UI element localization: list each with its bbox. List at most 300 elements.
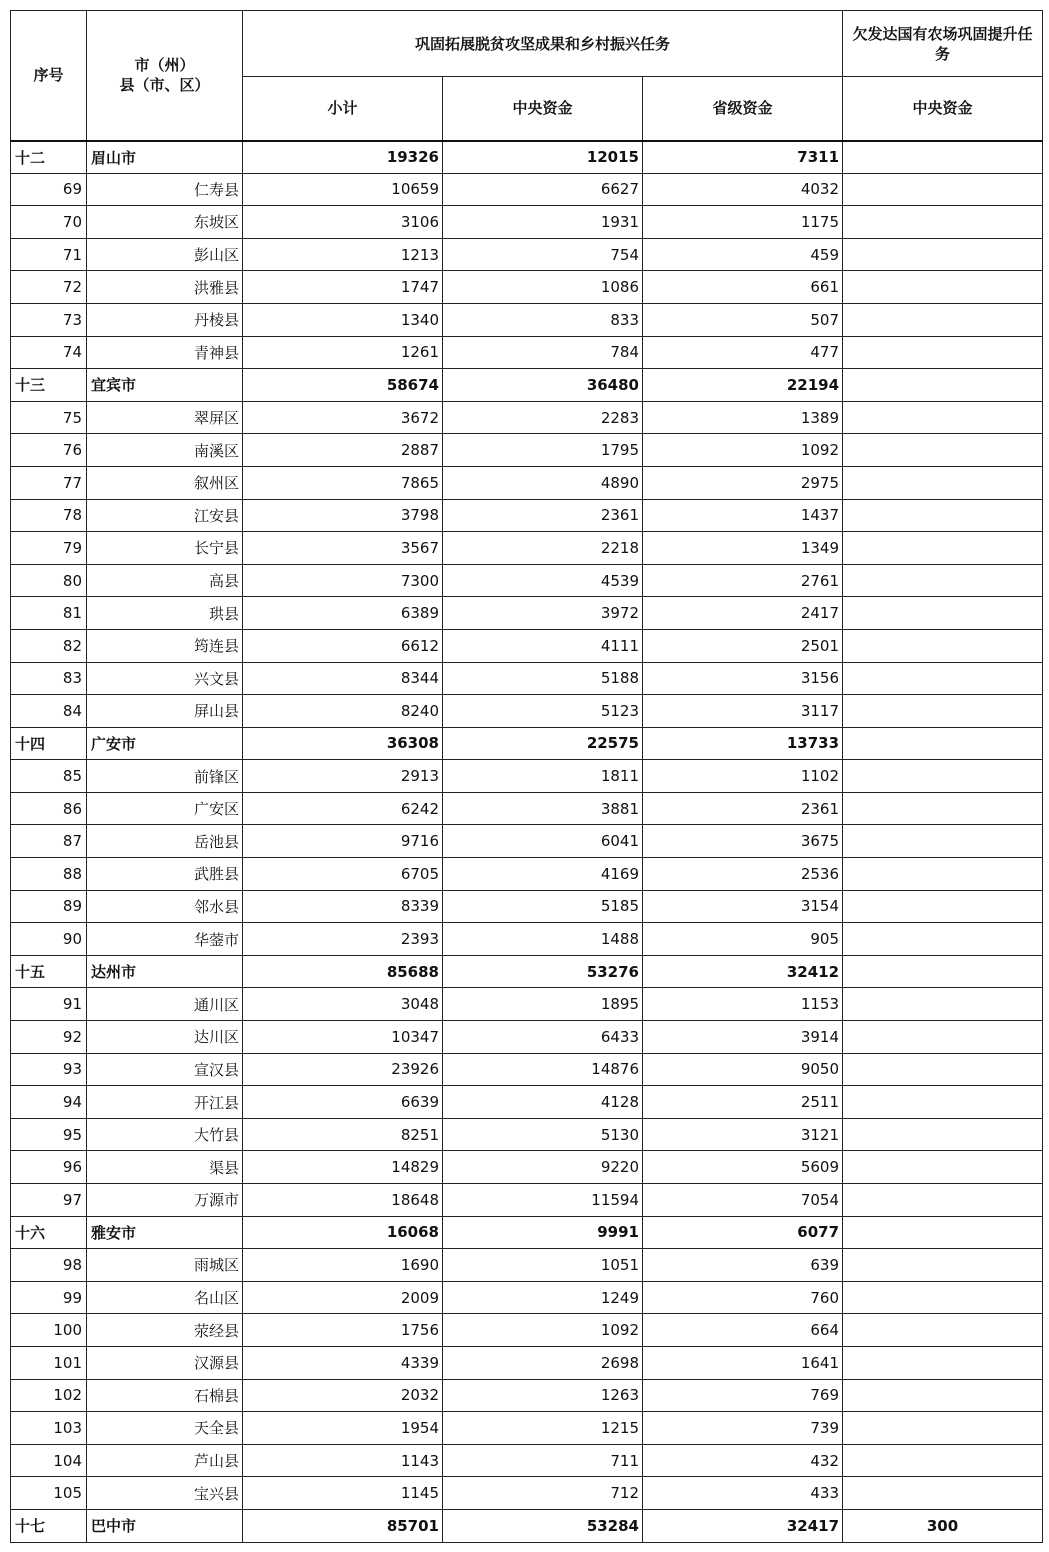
row-central-funds-cell: 12015 [443, 141, 643, 174]
row-provincial-funds-cell: 760 [643, 1281, 843, 1314]
row-subtotal-cell: 58674 [243, 369, 443, 402]
row-subtotal-cell: 1747 [243, 271, 443, 304]
row-subtotal-cell: 19326 [243, 141, 443, 174]
row-region-name-cell: 眉山市 [87, 141, 243, 174]
row-central-funds-cell: 4890 [443, 466, 643, 499]
row-region-name-cell: 天全县 [87, 1412, 243, 1445]
row-region-name-cell: 宜宾市 [87, 369, 243, 402]
row-farm-central-funds-cell [843, 466, 1043, 499]
row-region-name-cell: 兴文县 [87, 662, 243, 695]
row-seq-cell: 103 [11, 1412, 87, 1445]
table-row [11, 695, 1043, 728]
header-group-state-farm: 欠发达国有农场巩固提升任务 [843, 11, 1043, 77]
row-region-name-cell: 东坡区 [87, 206, 243, 239]
header-subtotal: 小计 [243, 77, 443, 141]
row-provincial-funds-cell: 1389 [643, 401, 843, 434]
row-region-name-cell: 前锋区 [87, 760, 243, 793]
row-provincial-funds-cell: 3914 [643, 1021, 843, 1054]
row-region-name-cell: 华蓥市 [87, 923, 243, 956]
row-central-funds-cell: 53276 [443, 955, 643, 988]
row-region-name-cell: 达州市 [87, 955, 243, 988]
row-central-funds-cell: 1795 [443, 434, 643, 467]
row-central-funds-cell: 1263 [443, 1379, 643, 1412]
row-farm-central-funds-cell [843, 173, 1043, 206]
table-row [11, 1444, 1043, 1477]
table-row [11, 629, 1043, 662]
row-region-name-cell: 洪雅县 [87, 271, 243, 304]
row-seq-cell: 91 [11, 988, 87, 1021]
row-seq-cell: 104 [11, 1444, 87, 1477]
row-provincial-funds-cell: 769 [643, 1379, 843, 1412]
row-seq-cell: 73 [11, 303, 87, 336]
table-row [11, 173, 1043, 206]
header-farm-central-funds: 中央资金 [843, 77, 1043, 141]
row-central-funds-cell: 1092 [443, 1314, 643, 1347]
row-seq-cell: 72 [11, 271, 87, 304]
row-provincial-funds-cell: 2761 [643, 564, 843, 597]
row-farm-central-funds-cell: 300 [843, 1509, 1043, 1542]
row-subtotal-cell: 1143 [243, 1444, 443, 1477]
row-region-name-cell: 芦山县 [87, 1444, 243, 1477]
row-region-name-cell: 大竹县 [87, 1118, 243, 1151]
row-seq-cell: 98 [11, 1249, 87, 1282]
row-seq-cell: 96 [11, 1151, 87, 1184]
row-subtotal-cell: 85688 [243, 955, 443, 988]
row-farm-central-funds-cell [843, 988, 1043, 1021]
row-subtotal-cell: 2393 [243, 923, 443, 956]
row-provincial-funds-cell: 7054 [643, 1184, 843, 1217]
table-row [11, 1021, 1043, 1054]
row-region-name-cell: 江安县 [87, 499, 243, 532]
table-row [11, 564, 1043, 597]
row-subtotal-cell: 3798 [243, 499, 443, 532]
table-row [11, 1086, 1043, 1119]
table-row [11, 792, 1043, 825]
row-region-name-cell: 巴中市 [87, 1509, 243, 1542]
table-row-city [11, 1216, 1043, 1249]
row-region-name-cell: 武胜县 [87, 858, 243, 891]
row-seq-cell: 十三 [11, 369, 87, 402]
row-farm-central-funds-cell [843, 1346, 1043, 1379]
row-seq-cell: 94 [11, 1086, 87, 1119]
table-row [11, 1249, 1043, 1282]
row-region-name-cell: 翠屏区 [87, 401, 243, 434]
row-provincial-funds-cell: 3675 [643, 825, 843, 858]
row-provincial-funds-cell: 477 [643, 336, 843, 369]
header-region-line1: 市（州） [134, 56, 195, 75]
table-row-city [11, 727, 1043, 760]
row-central-funds-cell: 711 [443, 1444, 643, 1477]
row-provincial-funds-cell: 6077 [643, 1216, 843, 1249]
row-provincial-funds-cell: 4032 [643, 173, 843, 206]
row-seq-cell: 93 [11, 1053, 87, 1086]
row-provincial-funds-cell: 9050 [643, 1053, 843, 1086]
row-central-funds-cell: 2698 [443, 1346, 643, 1379]
row-central-funds-cell: 1215 [443, 1412, 643, 1445]
row-region-name-cell: 渠县 [87, 1151, 243, 1184]
table-row [11, 238, 1043, 271]
table-row [11, 1281, 1043, 1314]
row-region-name-cell: 荥经县 [87, 1314, 243, 1347]
row-subtotal-cell: 1690 [243, 1249, 443, 1282]
row-region-name-cell: 广安区 [87, 792, 243, 825]
row-subtotal-cell: 6639 [243, 1086, 443, 1119]
header-seq: 序号 [11, 11, 87, 141]
row-farm-central-funds-cell [843, 1151, 1043, 1184]
row-provincial-funds-cell: 739 [643, 1412, 843, 1445]
row-seq-cell: 101 [11, 1346, 87, 1379]
row-provincial-funds-cell: 661 [643, 271, 843, 304]
row-seq-cell: 74 [11, 336, 87, 369]
table-row-city [11, 141, 1043, 174]
row-central-funds-cell: 5130 [443, 1118, 643, 1151]
row-provincial-funds-cell: 432 [643, 1444, 843, 1477]
row-provincial-funds-cell: 2511 [643, 1086, 843, 1119]
row-farm-central-funds-cell [843, 206, 1043, 239]
row-subtotal-cell: 2887 [243, 434, 443, 467]
row-seq-cell: 69 [11, 173, 87, 206]
row-central-funds-cell: 4128 [443, 1086, 643, 1119]
row-seq-cell: 78 [11, 499, 87, 532]
table-row [11, 434, 1043, 467]
row-farm-central-funds-cell [843, 629, 1043, 662]
row-subtotal-cell: 6389 [243, 597, 443, 630]
row-farm-central-funds-cell [843, 1021, 1043, 1054]
row-central-funds-cell: 784 [443, 336, 643, 369]
row-seq-cell: 80 [11, 564, 87, 597]
row-provincial-funds-cell: 2501 [643, 629, 843, 662]
row-provincial-funds-cell: 1437 [643, 499, 843, 532]
row-subtotal-cell: 1261 [243, 336, 443, 369]
table-row [11, 499, 1043, 532]
row-central-funds-cell: 3972 [443, 597, 643, 630]
row-subtotal-cell: 3672 [243, 401, 443, 434]
row-central-funds-cell: 1086 [443, 271, 643, 304]
table-row [11, 271, 1043, 304]
row-subtotal-cell: 1145 [243, 1477, 443, 1510]
header-group-poverty-revitalization: 巩固拓展脱贫攻坚成果和乡村振兴任务 [243, 11, 843, 77]
row-seq-cell: 86 [11, 792, 87, 825]
row-provincial-funds-cell: 2417 [643, 597, 843, 630]
row-seq-cell: 97 [11, 1184, 87, 1217]
row-central-funds-cell: 6433 [443, 1021, 643, 1054]
row-central-funds-cell: 9220 [443, 1151, 643, 1184]
table-row [11, 401, 1043, 434]
row-farm-central-funds-cell [843, 1477, 1043, 1510]
row-seq-cell: 76 [11, 434, 87, 467]
row-region-name-cell: 屏山县 [87, 695, 243, 728]
table-row [11, 336, 1043, 369]
row-provincial-funds-cell: 2361 [643, 792, 843, 825]
row-subtotal-cell: 7865 [243, 466, 443, 499]
table-row-city [11, 955, 1043, 988]
row-seq-cell: 77 [11, 466, 87, 499]
row-central-funds-cell: 36480 [443, 369, 643, 402]
row-central-funds-cell: 14876 [443, 1053, 643, 1086]
row-provincial-funds-cell: 3121 [643, 1118, 843, 1151]
row-central-funds-cell: 22575 [443, 727, 643, 760]
row-provincial-funds-cell: 433 [643, 1477, 843, 1510]
table-row [11, 1379, 1043, 1412]
row-farm-central-funds-cell [843, 1444, 1043, 1477]
table-row [11, 1477, 1043, 1510]
row-region-name-cell: 丹棱县 [87, 303, 243, 336]
table-row [11, 890, 1043, 923]
header-central-funds: 中央资金 [443, 77, 643, 141]
row-farm-central-funds-cell [843, 336, 1043, 369]
row-region-name-cell: 长宁县 [87, 532, 243, 565]
row-seq-cell: 87 [11, 825, 87, 858]
row-subtotal-cell: 3048 [243, 988, 443, 1021]
row-region-name-cell: 南溪区 [87, 434, 243, 467]
row-provincial-funds-cell: 32417 [643, 1509, 843, 1542]
row-farm-central-funds-cell [843, 434, 1043, 467]
row-farm-central-funds-cell [843, 792, 1043, 825]
row-farm-central-funds-cell [843, 1053, 1043, 1086]
row-provincial-funds-cell: 459 [643, 238, 843, 271]
row-provincial-funds-cell: 905 [643, 923, 843, 956]
row-central-funds-cell: 1931 [443, 206, 643, 239]
row-subtotal-cell: 2009 [243, 1281, 443, 1314]
row-farm-central-funds-cell [843, 1249, 1043, 1282]
row-central-funds-cell: 4539 [443, 564, 643, 597]
row-seq-cell: 84 [11, 695, 87, 728]
row-subtotal-cell: 6612 [243, 629, 443, 662]
row-central-funds-cell: 5123 [443, 695, 643, 728]
row-seq-cell: 83 [11, 662, 87, 695]
row-farm-central-funds-cell [843, 662, 1043, 695]
row-seq-cell: 88 [11, 858, 87, 891]
row-seq-cell: 100 [11, 1314, 87, 1347]
row-provincial-funds-cell: 7311 [643, 141, 843, 174]
table-row [11, 206, 1043, 239]
table-row [11, 466, 1043, 499]
row-provincial-funds-cell: 639 [643, 1249, 843, 1282]
table-row [11, 858, 1043, 891]
row-seq-cell: 十四 [11, 727, 87, 760]
row-central-funds-cell: 1051 [443, 1249, 643, 1282]
row-central-funds-cell: 1895 [443, 988, 643, 1021]
row-subtotal-cell: 8344 [243, 662, 443, 695]
row-provincial-funds-cell: 13733 [643, 727, 843, 760]
row-central-funds-cell: 1811 [443, 760, 643, 793]
row-region-name-cell: 青神县 [87, 336, 243, 369]
row-central-funds-cell: 53284 [443, 1509, 643, 1542]
table-row [11, 923, 1043, 956]
row-provincial-funds-cell: 664 [643, 1314, 843, 1347]
row-seq-cell: 81 [11, 597, 87, 630]
row-farm-central-funds-cell [843, 1412, 1043, 1445]
table-row-city [11, 369, 1043, 402]
row-subtotal-cell: 3106 [243, 206, 443, 239]
row-farm-central-funds-cell [843, 303, 1043, 336]
row-provincial-funds-cell: 22194 [643, 369, 843, 402]
row-region-name-cell: 汉源县 [87, 1346, 243, 1379]
row-provincial-funds-cell: 5609 [643, 1151, 843, 1184]
row-subtotal-cell: 18648 [243, 1184, 443, 1217]
row-region-name-cell: 仁寿县 [87, 173, 243, 206]
row-seq-cell: 十六 [11, 1216, 87, 1249]
row-region-name-cell: 宣汉县 [87, 1053, 243, 1086]
row-subtotal-cell: 36308 [243, 727, 443, 760]
row-central-funds-cell: 5185 [443, 890, 643, 923]
header-provincial-funds: 省级资金 [643, 77, 843, 141]
funding-table-sheet [10, 10, 1042, 1543]
row-region-name-cell: 高县 [87, 564, 243, 597]
row-seq-cell: 十二 [11, 141, 87, 174]
row-farm-central-funds-cell [843, 238, 1043, 271]
row-central-funds-cell: 3881 [443, 792, 643, 825]
row-farm-central-funds-cell [843, 499, 1043, 532]
row-seq-cell: 102 [11, 1379, 87, 1412]
row-farm-central-funds-cell [843, 695, 1043, 728]
row-seq-cell: 89 [11, 890, 87, 923]
row-farm-central-funds-cell [843, 1086, 1043, 1119]
row-region-name-cell: 宝兴县 [87, 1477, 243, 1510]
row-central-funds-cell: 6627 [443, 173, 643, 206]
table-row [11, 303, 1043, 336]
row-region-name-cell: 雨城区 [87, 1249, 243, 1282]
table-header [11, 11, 1043, 141]
row-seq-cell: 92 [11, 1021, 87, 1054]
row-region-name-cell: 广安市 [87, 727, 243, 760]
table-body [11, 141, 1043, 1543]
row-central-funds-cell: 6041 [443, 825, 643, 858]
table-row [11, 1412, 1043, 1445]
row-provincial-funds-cell: 1175 [643, 206, 843, 239]
row-central-funds-cell: 2218 [443, 532, 643, 565]
row-seq-cell: 99 [11, 1281, 87, 1314]
row-provincial-funds-cell: 507 [643, 303, 843, 336]
row-seq-cell: 70 [11, 206, 87, 239]
row-farm-central-funds-cell [843, 1216, 1043, 1249]
row-farm-central-funds-cell [843, 1314, 1043, 1347]
row-region-name-cell: 名山区 [87, 1281, 243, 1314]
row-farm-central-funds-cell [843, 401, 1043, 434]
funding-table [10, 10, 1043, 1543]
row-central-funds-cell: 833 [443, 303, 643, 336]
row-provincial-funds-cell: 1349 [643, 532, 843, 565]
row-provincial-funds-cell: 1641 [643, 1346, 843, 1379]
row-subtotal-cell: 16068 [243, 1216, 443, 1249]
row-region-name-cell: 筠连县 [87, 629, 243, 662]
row-subtotal-cell: 1954 [243, 1412, 443, 1445]
row-subtotal-cell: 8240 [243, 695, 443, 728]
row-central-funds-cell: 4111 [443, 629, 643, 662]
row-subtotal-cell: 2913 [243, 760, 443, 793]
row-subtotal-cell: 1340 [243, 303, 443, 336]
table-row [11, 1314, 1043, 1347]
table-row [11, 1346, 1043, 1379]
row-farm-central-funds-cell [843, 760, 1043, 793]
row-subtotal-cell: 9716 [243, 825, 443, 858]
row-provincial-funds-cell: 1153 [643, 988, 843, 1021]
header-region-line2: 县（市、区） [119, 76, 210, 95]
row-seq-cell: 71 [11, 238, 87, 271]
table-row [11, 597, 1043, 630]
row-subtotal-cell: 7300 [243, 564, 443, 597]
row-provincial-funds-cell: 2975 [643, 466, 843, 499]
row-provincial-funds-cell: 3154 [643, 890, 843, 923]
row-provincial-funds-cell: 3156 [643, 662, 843, 695]
row-farm-central-funds-cell [843, 1184, 1043, 1217]
row-central-funds-cell: 4169 [443, 858, 643, 891]
table-row-city [11, 1509, 1043, 1542]
row-seq-cell: 95 [11, 1118, 87, 1151]
row-central-funds-cell: 2361 [443, 499, 643, 532]
row-provincial-funds-cell: 1092 [643, 434, 843, 467]
row-seq-cell: 105 [11, 1477, 87, 1510]
row-subtotal-cell: 1756 [243, 1314, 443, 1347]
row-central-funds-cell: 2283 [443, 401, 643, 434]
row-region-name-cell: 彭山区 [87, 238, 243, 271]
row-provincial-funds-cell: 32412 [643, 955, 843, 988]
row-farm-central-funds-cell [843, 890, 1043, 923]
row-seq-cell: 十五 [11, 955, 87, 988]
row-region-name-cell: 通川区 [87, 988, 243, 1021]
row-region-name-cell: 开江县 [87, 1086, 243, 1119]
row-farm-central-funds-cell [843, 1281, 1043, 1314]
row-subtotal-cell: 10347 [243, 1021, 443, 1054]
row-farm-central-funds-cell [843, 369, 1043, 402]
row-seq-cell: 75 [11, 401, 87, 434]
row-farm-central-funds-cell [843, 727, 1043, 760]
row-region-name-cell: 达川区 [87, 1021, 243, 1054]
table-row [11, 1151, 1043, 1184]
row-central-funds-cell: 5188 [443, 662, 643, 695]
row-farm-central-funds-cell [843, 1118, 1043, 1151]
row-subtotal-cell: 6705 [243, 858, 443, 891]
row-subtotal-cell: 10659 [243, 173, 443, 206]
table-row [11, 760, 1043, 793]
row-seq-cell: 79 [11, 532, 87, 565]
row-central-funds-cell: 1488 [443, 923, 643, 956]
row-region-name-cell: 雅安市 [87, 1216, 243, 1249]
row-seq-cell: 85 [11, 760, 87, 793]
row-farm-central-funds-cell [843, 825, 1043, 858]
row-central-funds-cell: 9991 [443, 1216, 643, 1249]
row-region-name-cell: 万源市 [87, 1184, 243, 1217]
table-row [11, 825, 1043, 858]
row-farm-central-funds-cell [843, 271, 1043, 304]
header-region [87, 11, 243, 141]
row-farm-central-funds-cell [843, 564, 1043, 597]
row-farm-central-funds-cell [843, 597, 1043, 630]
row-subtotal-cell: 8251 [243, 1118, 443, 1151]
row-region-name-cell: 珙县 [87, 597, 243, 630]
row-region-name-cell: 岳池县 [87, 825, 243, 858]
row-farm-central-funds-cell [843, 955, 1043, 988]
row-region-name-cell: 邻水县 [87, 890, 243, 923]
row-region-name-cell: 叙州区 [87, 466, 243, 499]
row-subtotal-cell: 3567 [243, 532, 443, 565]
table-row [11, 988, 1043, 1021]
row-subtotal-cell: 8339 [243, 890, 443, 923]
row-subtotal-cell: 4339 [243, 1346, 443, 1379]
row-central-funds-cell: 11594 [443, 1184, 643, 1217]
row-subtotal-cell: 2032 [243, 1379, 443, 1412]
table-row [11, 1053, 1043, 1086]
row-subtotal-cell: 6242 [243, 792, 443, 825]
row-provincial-funds-cell: 2536 [643, 858, 843, 891]
row-seq-cell: 十七 [11, 1509, 87, 1542]
row-subtotal-cell: 85701 [243, 1509, 443, 1542]
row-farm-central-funds-cell [843, 923, 1043, 956]
table-row [11, 1184, 1043, 1217]
row-farm-central-funds-cell [843, 532, 1043, 565]
row-farm-central-funds-cell [843, 1379, 1043, 1412]
table-row [11, 1118, 1043, 1151]
